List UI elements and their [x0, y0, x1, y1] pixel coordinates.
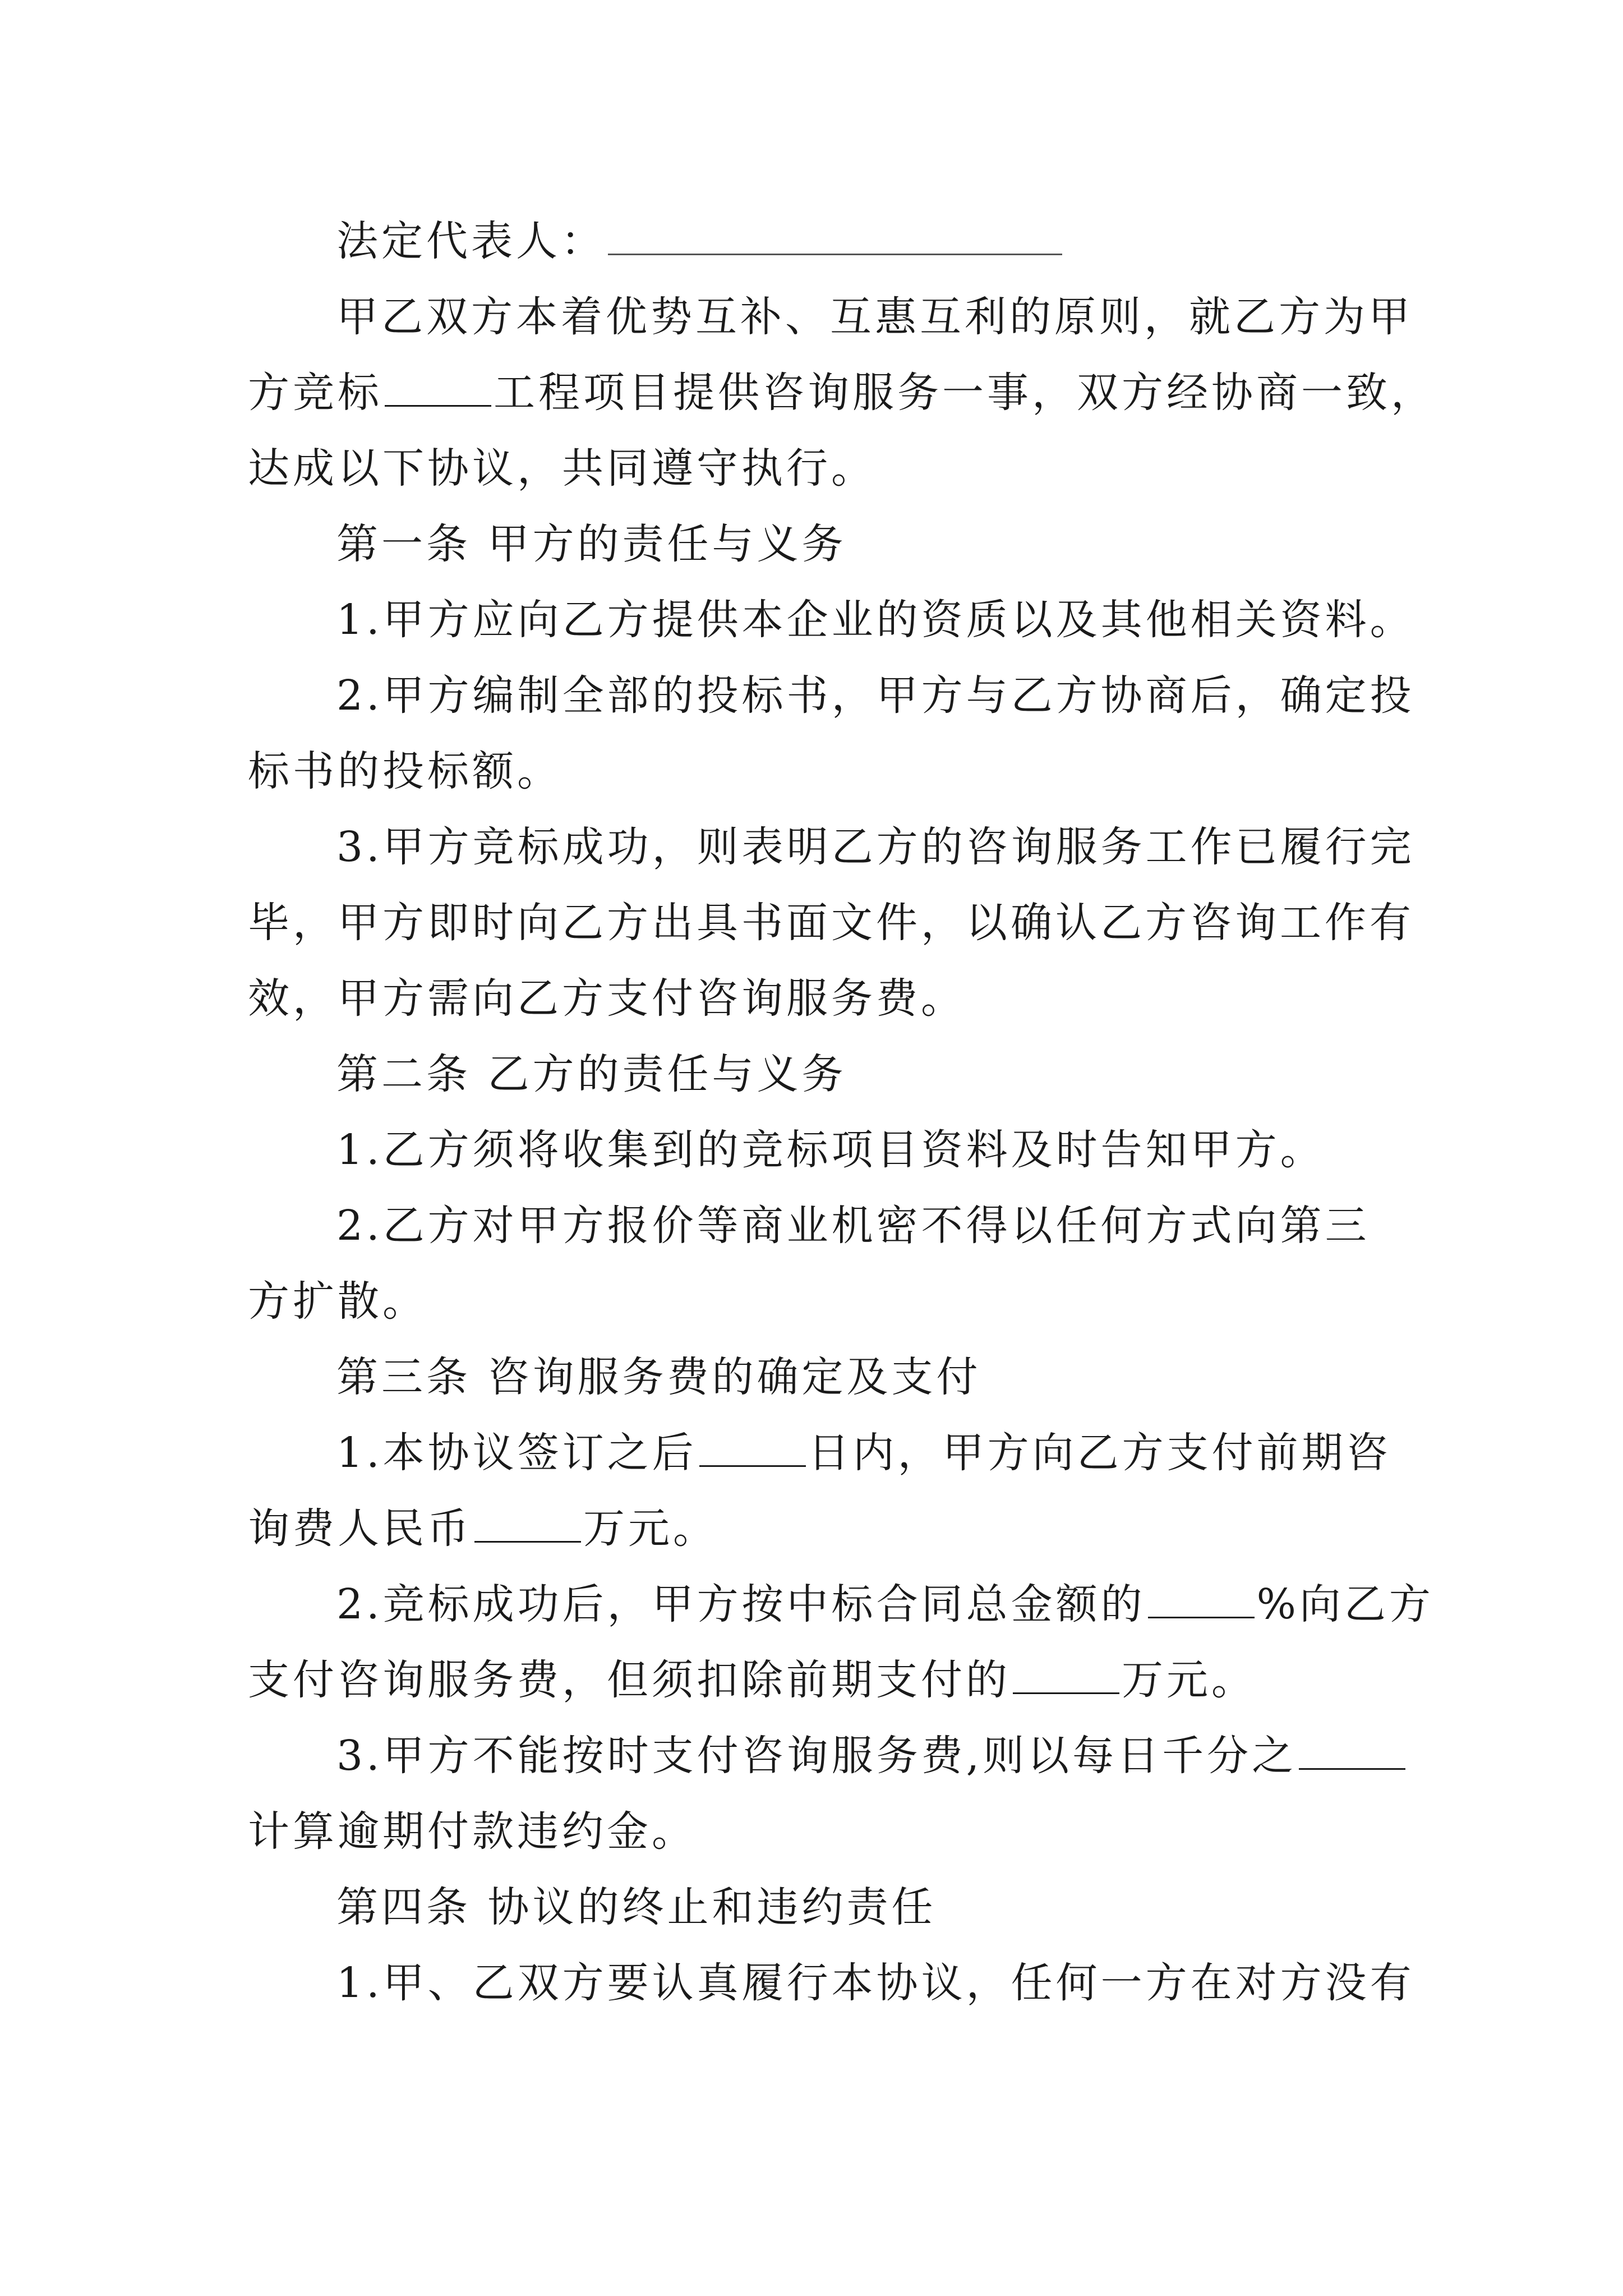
article-2-item-1: 1.乙方须将收集到的竞标项目资料及时告知甲方。 [336, 1126, 1325, 1174]
article-1-title: 第一条 甲方的责任与义务 [336, 520, 847, 568]
article-1-item-2-line-2: 标书的投标额。 [248, 747, 562, 795]
article-1-item-1: 1.甲方应向乙方提供本企业的资质以及其他相关资料。 [336, 596, 1415, 644]
text-segment: 支付咨询服务费，但须扣除前期支付的 [248, 1656, 1011, 1704]
penalty-rate-blank [1299, 1729, 1405, 1770]
legal-representative-label: 法定代表人： [336, 217, 606, 265]
text-segment: 询费人民币 [248, 1504, 472, 1553]
intro-paragraph-line-3: 达成以下协议，共同遵守执行。 [248, 444, 876, 493]
article-3-item-3-line-2: 计算逾期付款违约金。 [248, 1807, 697, 1856]
text-segment: 1.本协议签订之后 [336, 1429, 697, 1477]
legal-representative-line [336, 213, 1064, 269]
deduct-amount-blank [1013, 1653, 1119, 1694]
text-segment: %向乙方 [1256, 1580, 1434, 1628]
days-blank [699, 1426, 806, 1467]
article-4-item-1-line-1: 1.甲、乙双方要认真履行本协议，任何一方在对方没有 [336, 1959, 1415, 2007]
article-3-item-1-line-1 [336, 1425, 1391, 1481]
article-3-item-1-line-2 [248, 1501, 718, 1557]
article-3-item-2-line-2 [248, 1652, 1256, 1708]
intro-paragraph-line-2 [248, 365, 1436, 421]
article-3-item-3-line-1 [336, 1728, 1408, 1784]
text-segment: 2.竞标成功后，甲方按中标合同总金额的 [336, 1580, 1146, 1628]
article-3-title: 第三条 咨询服务费的确定及支付 [336, 1353, 981, 1401]
article-4-title: 第四条 协议的终止和违约责任 [336, 1883, 937, 1931]
percent-blank [1148, 1577, 1255, 1618]
intro-paragraph-line-1: 甲乙双方本着优势互补、互惠互利的原则，就乙方为甲 [336, 293, 1413, 341]
intro-text-segment: 工程项目提供咨询服务一事，双方经协商一致， [494, 369, 1436, 417]
legal-representative-blank [608, 214, 1062, 255]
article-2-title: 第二条 乙方的责任与义务 [336, 1050, 847, 1098]
text-segment: 万元。 [583, 1504, 718, 1553]
intro-text-segment: 方竞标 [248, 369, 382, 417]
article-2-item-2-line-2: 方扩散。 [248, 1277, 427, 1326]
project-name-blank [385, 366, 491, 407]
prepay-amount-blank [474, 1502, 581, 1543]
text-segment: 日内，甲方向乙方支付前期咨 [808, 1429, 1391, 1477]
article-1-item-3-line-2: 毕，甲方即时向乙方出具书面文件，以确认乙方咨询工作有 [248, 899, 1414, 947]
text-segment: 万元。 [1122, 1656, 1256, 1704]
article-2-item-2-line-1: 2.乙方对甲方报价等商业机密不得以任何方式向第三 [336, 1202, 1370, 1250]
article-1-item-2-line-1: 2.甲方编制全部的投标书，甲方与乙方协商后，确定投 [336, 671, 1415, 720]
article-1-item-3-line-1: 3.甲方竞标成功，则表明乙方的咨询服务工作已履行完 [336, 823, 1415, 871]
article-1-item-3-line-3: 效，甲方需向乙方支付咨询服务费。 [248, 974, 966, 1023]
article-3-item-2-line-1 [336, 1576, 1434, 1632]
text-segment: 3.甲方不能按时支付咨询服务费,则以每日千分之 [336, 1732, 1297, 1780]
